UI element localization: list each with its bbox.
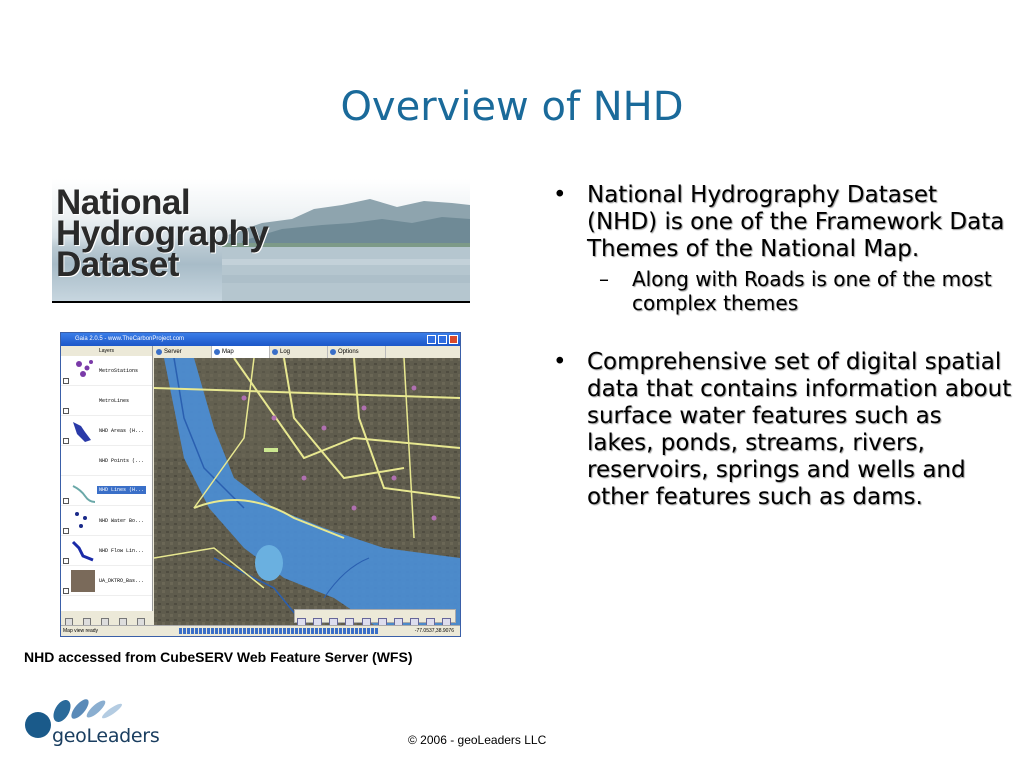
map-view[interactable] xyxy=(154,358,460,625)
progress-bar xyxy=(179,628,379,634)
layers-header: Layers xyxy=(61,346,152,356)
layer-item-metrostations[interactable] xyxy=(61,356,152,386)
bullet-icon: • xyxy=(553,349,567,375)
layer-thumbnail xyxy=(69,568,97,594)
minimize-icon[interactable] xyxy=(427,335,436,344)
layer-item-nhd-areas[interactable] xyxy=(61,416,152,446)
tab-map[interactable]: Map xyxy=(212,346,270,358)
layer-item-nhd-lines[interactable] xyxy=(61,476,152,506)
bullet-icon: • xyxy=(553,182,567,208)
bullet-item xyxy=(553,182,1013,263)
tab-log[interactable]: Log xyxy=(270,346,328,358)
layer-thumbnail xyxy=(69,478,97,504)
layer-checkbox[interactable] xyxy=(63,558,69,564)
map-toolbar xyxy=(294,609,456,623)
logo-text: geoLeaders xyxy=(52,725,160,747)
gaia-app-window xyxy=(60,332,461,637)
layer-item-nhd-water-bodies[interactable] xyxy=(61,506,152,536)
status-bar xyxy=(61,625,460,636)
bullet-item xyxy=(553,349,1013,511)
layer-thumbnail xyxy=(69,508,97,534)
bullet-text: Comprehensive set of digital spatial data that contains information about surface water features such as lakes, ponds, streams, rivers, reservoirs, springs and wells and other features such as dams. xyxy=(587,349,1012,510)
figure-caption: NHD accessed from CubeSERV Web Feature Server (WFS) xyxy=(24,649,413,665)
layer-item-nhd-points[interactable] xyxy=(61,446,152,476)
layer-label: NHD Flow Lin... xyxy=(99,548,145,554)
layer-checkbox[interactable] xyxy=(63,438,69,444)
app-tabs xyxy=(154,346,460,358)
window-body xyxy=(61,346,460,625)
layer-item-basemap[interactable] xyxy=(61,566,152,596)
coordinates-readout: -77.0537,38.9076 xyxy=(414,628,454,634)
layer-label: NHD Points (... xyxy=(99,458,145,464)
layer-label: UA_DKTRO_Bas... xyxy=(99,578,145,584)
zoom-in-icon[interactable] xyxy=(313,618,322,625)
layer-thumbnail xyxy=(69,418,97,444)
layer-checkbox[interactable] xyxy=(63,588,69,594)
banner-text xyxy=(56,183,269,284)
close-icon[interactable] xyxy=(449,335,458,344)
slide-title: Overview of NHD xyxy=(340,84,684,130)
info-icon[interactable] xyxy=(426,618,435,625)
bullet-text: National Hydrography Dataset (NHD) is one of the Framework Data Themes of the National Map. xyxy=(587,182,1005,262)
pointer-icon[interactable] xyxy=(297,618,306,625)
save-icon[interactable] xyxy=(442,618,451,625)
window-titlebar xyxy=(61,333,460,346)
layers-toolbar xyxy=(61,611,153,625)
dash-icon: – xyxy=(599,267,609,291)
window-title: Gaia 2.0.5 - www.TheCarbonProject.com xyxy=(75,336,185,342)
layer-checkbox[interactable] xyxy=(63,528,69,534)
layer-checkbox[interactable] xyxy=(63,378,69,384)
layer-label: MetroLines xyxy=(99,398,130,404)
sub-bullet-text: Along with Roads is one of the most complex themes xyxy=(632,267,992,315)
zoom-area-icon[interactable] xyxy=(345,618,354,625)
nhd-banner xyxy=(52,179,470,303)
layer-label: NHD Lines (H... xyxy=(99,487,145,493)
zoom-out-icon[interactable] xyxy=(329,618,338,625)
layer-thumbnail xyxy=(69,538,97,564)
select-icon[interactable] xyxy=(410,618,419,625)
layer-item-nhd-flow-lines[interactable] xyxy=(61,536,152,566)
maximize-icon[interactable] xyxy=(438,335,447,344)
banner-line: National xyxy=(56,183,191,222)
tab-server[interactable]: Server xyxy=(154,346,212,358)
sub-bullet-item xyxy=(553,267,1013,315)
layer-label: MetroStations xyxy=(99,368,139,374)
refresh-icon[interactable] xyxy=(394,618,403,625)
tab-options[interactable]: Options xyxy=(328,346,386,358)
layer-label: NHD Areas (H... xyxy=(99,428,145,434)
layers-panel xyxy=(61,346,153,625)
layer-item-metrolines[interactable] xyxy=(61,386,152,416)
pan-icon[interactable] xyxy=(362,618,371,625)
bullet-list xyxy=(553,182,1013,511)
status-text: Map view ready xyxy=(63,628,99,634)
layer-checkbox[interactable] xyxy=(63,498,69,504)
geoleaders-logo xyxy=(24,697,164,749)
copyright-text: © 2006 - geoLeaders LLC xyxy=(408,733,547,747)
full-extent-icon[interactable] xyxy=(378,618,387,625)
banner-line: Hydrography xyxy=(56,214,269,253)
layer-label: NHD Water Bo... xyxy=(99,518,145,524)
layer-thumbnail xyxy=(69,358,97,384)
layer-checkbox[interactable] xyxy=(63,408,69,414)
map-canvas xyxy=(154,358,460,625)
banner-line: Dataset xyxy=(56,245,179,284)
